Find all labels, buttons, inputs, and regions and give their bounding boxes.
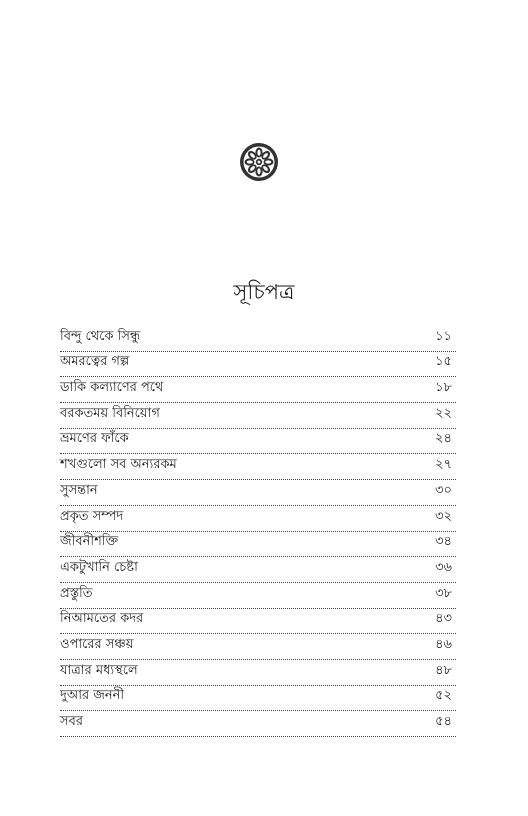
flower-ornament-icon <box>239 142 279 182</box>
toc-row[interactable] <box>60 711 456 737</box>
toc-row[interactable] <box>60 609 456 635</box>
toc-page-number: ৪৩ <box>435 611 452 627</box>
toc-page-number: ৪৬ <box>435 636 452 652</box>
toc-entry-title: যাত্রার মধ্যস্থলে <box>60 662 138 678</box>
toc-row[interactable] <box>60 326 456 352</box>
toc-page-number: ৫৪ <box>435 714 452 729</box>
toc-entry-title: প্রকৃত সম্পদ <box>60 508 124 524</box>
toc-entry-title: নিআমতের কদর <box>60 611 144 627</box>
toc-entry-title: সবর <box>60 714 83 729</box>
toc-row[interactable] <box>60 532 456 558</box>
toc-entry-title: একটুখানি চেষ্টা <box>60 559 138 575</box>
toc-page-number: ৫২ <box>435 688 452 704</box>
toc-page-number: ৩৬ <box>435 559 452 575</box>
toc-entry-title: অমরত্বের গল্প <box>60 354 130 370</box>
toc-row[interactable] <box>60 583 456 609</box>
toc-row[interactable] <box>60 352 456 378</box>
toc-entry-title: ওপারের সঞ্চয় <box>60 636 134 652</box>
toc-entry-title: প্রস্তুতি <box>60 585 93 601</box>
toc-page-number: ৪৮ <box>435 662 452 678</box>
toc-page-number: ২২ <box>435 405 452 421</box>
toc-entry-title: দুআর জননী <box>60 688 125 704</box>
toc-row[interactable] <box>60 429 456 455</box>
page-title: সূচিপত্র <box>233 280 295 304</box>
toc-page-number: ২৪ <box>435 431 452 447</box>
toc-row[interactable] <box>60 686 456 712</box>
toc-page-number: ১৫ <box>435 354 452 370</box>
toc-entry-title: ভ্রমণের ফাঁকে <box>60 431 129 447</box>
toc-page-number: ২৭ <box>435 457 452 473</box>
toc-row[interactable] <box>60 403 456 429</box>
toc-page-number: ৩৮ <box>435 585 452 601</box>
table-of-contents <box>60 326 456 737</box>
toc-row[interactable] <box>60 557 456 583</box>
toc-row[interactable] <box>60 660 456 686</box>
toc-page-number: ৩২ <box>435 508 452 524</box>
toc-entry-title: সুসন্তান <box>60 482 98 498</box>
toc-row[interactable] <box>60 506 456 532</box>
toc-entry-title: বিন্দু থেকে সিন্ধু <box>60 328 141 344</box>
toc-entry-title: শখগুলো সব অন্যরকম <box>60 457 177 473</box>
toc-page-number: ৩৪ <box>435 534 452 550</box>
toc-page-number: ১১ <box>435 328 452 344</box>
toc-page-number: ১৮ <box>435 380 452 396</box>
toc-entry-title: জীবনীশক্তি <box>60 534 119 550</box>
toc-row[interactable] <box>60 377 456 403</box>
toc-entry-title: ডাকি কল্যাণের পথে <box>60 380 164 396</box>
toc-row[interactable] <box>60 454 456 480</box>
toc-row[interactable] <box>60 480 456 506</box>
toc-page-number: ৩০ <box>435 482 452 498</box>
toc-entry-title: বরকতময় বিনিয়োগ <box>60 405 160 421</box>
toc-row[interactable] <box>60 634 456 660</box>
